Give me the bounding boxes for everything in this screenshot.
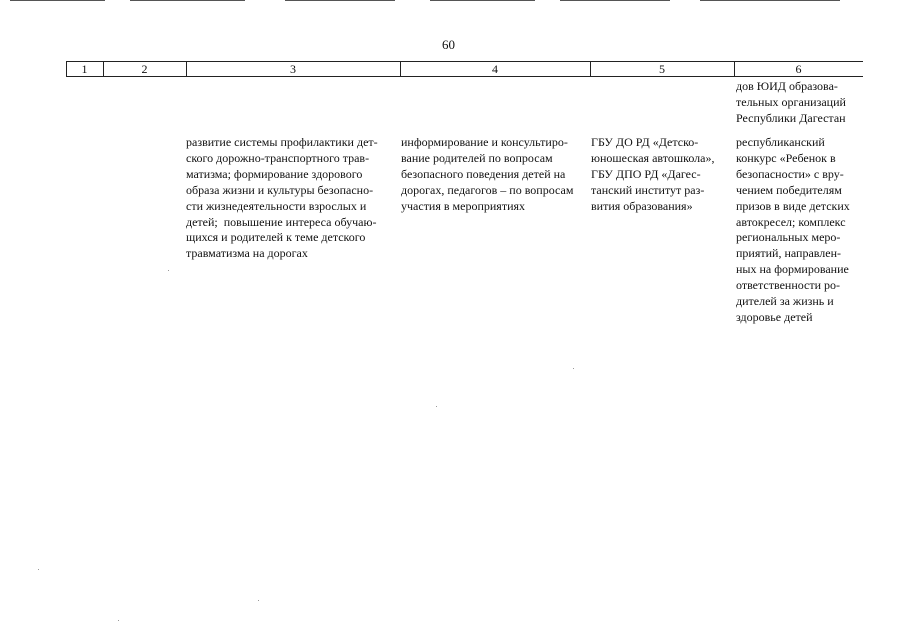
scan-edge-line [285,0,395,1]
text-line: ГБУ ДО РД «Детско- [591,135,699,149]
scan-edge-line [700,0,840,1]
text-line: вития образования» [591,198,693,213]
header-cell-2: 2 [141,62,148,76]
scan-speck [168,270,169,271]
header-cell-4: 4 [492,62,498,76]
header-cell-6: 6 [795,62,802,76]
text-line: участия в мероприятиях [401,198,526,213]
column-4-activities-text [401,135,573,215]
text-line: приятий, направлен- [736,246,842,261]
text-line: образа жизни и культуры безопасно- [186,182,374,197]
text-line: безопасности» с вру- [736,166,844,181]
text-line: ных на формирование [736,262,849,277]
text-line: щихся и родителей к теме детского [186,230,366,245]
text-line: конкурс «Ребенок в [736,150,836,165]
scan-speck [573,368,574,369]
text-line: региональных меро- [736,230,841,245]
scan-speck [38,569,39,570]
text-line: травматизма на дорогах [186,246,308,261]
text-line: дорогах, педагогов – по вопросам [401,182,574,197]
header-cell-5: 5 [659,62,665,76]
column-6-continued-text [736,79,846,127]
text-line: развитие системы профилактики дет- [186,135,378,149]
column-5-organizations-text [591,135,714,215]
header-cell-1: 1 [81,62,88,76]
text-line: детей; повышение интереса обучаю- [186,214,377,229]
scan-speck [436,406,437,407]
text-line: информирование и консультиро- [401,135,568,149]
text-line: дителей за жизнь и [736,294,834,309]
column-6-results-text [736,135,850,326]
text-line: Республики Дагестан [736,110,846,125]
scan-edge-line [430,0,535,1]
text-line: здоровье детей [736,309,813,324]
text-line: безопасного поведения детей на [401,166,566,181]
scan-edge-line [130,0,245,1]
page-number: 60 [442,37,455,52]
text-line: чением победителям [736,182,842,197]
table-header-row [66,61,863,77]
text-line: дов ЮИД образова- [736,79,838,93]
scan-edge-line [560,0,670,1]
header-cell-3: 3 [290,62,296,76]
text-line: вание родителей по вопросам [401,150,553,165]
text-line: автокресел; комплекс [736,214,846,229]
scan-speck [118,620,119,621]
text-line: юношеская автошкола», [591,150,715,165]
text-line: ответственности ро- [736,278,841,293]
text-line: ГБУ ДПО РД «Дагес- [591,166,701,181]
text-line: республиканский [736,135,825,149]
text-line: призов в виде детских [736,198,850,213]
scan-edge-line [10,0,105,1]
column-3-goals-text [186,135,378,262]
text-line: тельных организаций [736,94,846,109]
text-line: ского дорожно-транспортного трав- [186,150,370,165]
text-line: матизма; формирование здорового [186,166,363,181]
text-line: танский институт раз- [591,182,705,197]
scan-speck [258,600,259,601]
text-line: сти жизнедеятельности взрослых и [186,198,367,213]
